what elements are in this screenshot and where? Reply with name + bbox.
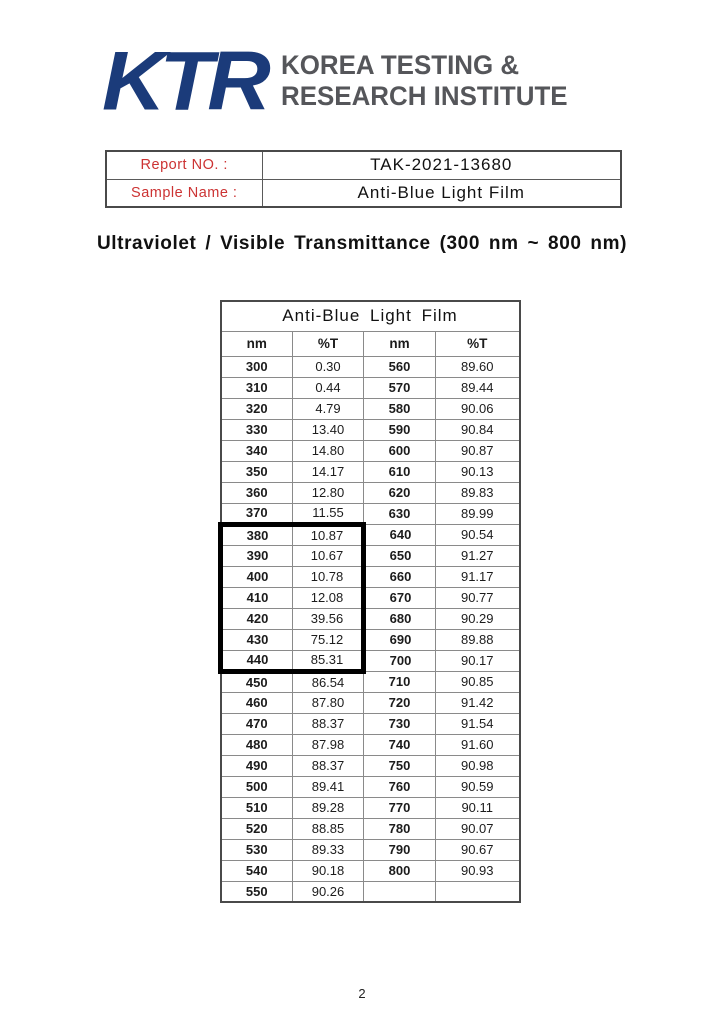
nm-cell: 480 (221, 734, 293, 755)
nm-cell: 620 (364, 482, 436, 503)
institute-name (281, 50, 568, 112)
section-title: Ultraviolet / Visible Transmittance (300 nm ~ 800 nm) (96, 233, 628, 254)
transmittance-cell: 75.12 (293, 629, 364, 650)
nm-cell: 610 (364, 461, 436, 482)
nm-cell: 790 (364, 839, 436, 860)
nm-cell: 400 (221, 566, 293, 587)
transmittance-table-body (221, 301, 520, 902)
table-row (221, 818, 520, 839)
table-row (221, 377, 520, 398)
transmittance-cell: 90.85 (436, 671, 520, 692)
nm-cell: 680 (364, 608, 436, 629)
transmittance-cell: 90.13 (436, 461, 520, 482)
nm-cell: 710 (364, 671, 436, 692)
nm-cell: 540 (221, 860, 293, 881)
transmittance-cell: 90.17 (436, 650, 520, 671)
ktr-logo (102, 33, 579, 128)
nm-cell: 590 (364, 419, 436, 440)
sample-name-label: Sample Name : (106, 179, 262, 207)
transmittance-cell: 90.06 (436, 398, 520, 419)
transmittance-cell: 91.42 (436, 692, 520, 713)
institute-name-line2: RESEARCH INSTITUTE (280, 81, 568, 111)
nm-cell: 360 (221, 482, 293, 503)
nm-cell: 770 (364, 797, 436, 818)
transmittance-cell: 90.93 (436, 860, 520, 881)
report-no-row (106, 151, 621, 179)
col-header-t-left: %T (293, 331, 364, 356)
transmittance-cell: 10.87 (293, 524, 364, 545)
transmittance-cell: 14.17 (293, 461, 364, 482)
nm-cell: 670 (364, 587, 436, 608)
transmittance-cell: 0.30 (293, 356, 364, 377)
table-row (221, 356, 520, 377)
transmittance-cell: 91.54 (436, 713, 520, 734)
transmittance-cell (436, 881, 520, 902)
transmittance-cell: 12.80 (293, 482, 364, 503)
transmittance-cell: 89.41 (293, 776, 364, 797)
transmittance-cell: 90.29 (436, 608, 520, 629)
transmittance-cell: 89.83 (436, 482, 520, 503)
sample-name-value: Anti-Blue Light Film (262, 179, 621, 207)
nm-cell: 570 (364, 377, 436, 398)
col-header-t-right: %T (436, 331, 520, 356)
transmittance-cell: 87.98 (293, 734, 364, 755)
table-caption: Anti-Blue Light Film (221, 301, 520, 331)
nm-cell: 630 (364, 503, 436, 524)
nm-cell: 800 (364, 860, 436, 881)
page-number: 2 (358, 986, 366, 1001)
transmittance-cell: 91.27 (436, 545, 520, 566)
nm-cell: 450 (221, 671, 293, 692)
table-row (221, 587, 520, 608)
table-header-row (221, 331, 520, 356)
report-no-label: Report NO. : (106, 151, 262, 179)
transmittance-cell: 0.44 (293, 377, 364, 398)
table-row (221, 881, 520, 902)
nm-cell: 370 (221, 503, 293, 524)
nm-cell: 500 (221, 776, 293, 797)
table-row (221, 776, 520, 797)
nm-cell: 310 (221, 377, 293, 398)
table-row (221, 860, 520, 881)
institute-name-line1: KOREA TESTING & (280, 50, 519, 80)
transmittance-cell: 90.87 (436, 440, 520, 461)
nm-cell: 720 (364, 692, 436, 713)
table-row (221, 503, 520, 524)
nm-cell: 440 (221, 650, 293, 671)
ktr-wordmark-logo: KTR (102, 33, 265, 128)
transmittance-cell: 10.78 (293, 566, 364, 587)
transmittance-cell: 4.79 (293, 398, 364, 419)
nm-cell: 470 (221, 713, 293, 734)
transmittance-cell: 11.55 (293, 503, 364, 524)
nm-cell: 730 (364, 713, 436, 734)
table-row (221, 566, 520, 587)
table-row (221, 671, 520, 692)
nm-cell: 460 (221, 692, 293, 713)
table-row (221, 629, 520, 650)
nm-cell: 340 (221, 440, 293, 461)
nm-cell: 560 (364, 356, 436, 377)
nm-cell: 520 (221, 818, 293, 839)
sample-name-row (106, 179, 621, 207)
table-row (221, 797, 520, 818)
transmittance-cell: 89.99 (436, 503, 520, 524)
table-row (221, 755, 520, 776)
report-info-table (105, 150, 622, 208)
transmittance-cell: 90.07 (436, 818, 520, 839)
transmittance-cell: 89.28 (293, 797, 364, 818)
table-row (221, 482, 520, 503)
transmittance-cell: 10.67 (293, 545, 364, 566)
transmittance-cell: 89.33 (293, 839, 364, 860)
transmittance-cell: 90.98 (436, 755, 520, 776)
nm-cell: 740 (364, 734, 436, 755)
nm-cell: 760 (364, 776, 436, 797)
transmittance-cell: 14.80 (293, 440, 364, 461)
transmittance-cell: 87.80 (293, 692, 364, 713)
transmittance-cell: 89.88 (436, 629, 520, 650)
transmittance-cell: 90.54 (436, 524, 520, 545)
transmittance-cell: 90.77 (436, 587, 520, 608)
col-header-nm-left: nm (221, 331, 293, 356)
transmittance-cell: 85.31 (293, 650, 364, 671)
transmittance-cell: 13.40 (293, 419, 364, 440)
table-row (221, 461, 520, 482)
nm-cell: 410 (221, 587, 293, 608)
report-no-value: TAK-2021-13680 (262, 151, 621, 179)
table-row (221, 734, 520, 755)
transmittance-cell: 89.60 (436, 356, 520, 377)
transmittance-cell: 90.67 (436, 839, 520, 860)
table-caption-row (221, 301, 520, 331)
nm-cell: 690 (364, 629, 436, 650)
transmittance-cell: 88.37 (293, 755, 364, 776)
nm-cell: 780 (364, 818, 436, 839)
table-row (221, 650, 520, 671)
transmittance-cell: 39.56 (293, 608, 364, 629)
nm-cell: 510 (221, 797, 293, 818)
table-row (221, 524, 520, 545)
nm-cell: 380 (221, 524, 293, 545)
nm-cell: 530 (221, 839, 293, 860)
col-header-nm-right: nm (364, 331, 436, 356)
nm-cell: 700 (364, 650, 436, 671)
transmittance-cell: 90.59 (436, 776, 520, 797)
nm-cell: 580 (364, 398, 436, 419)
nm-cell: 350 (221, 461, 293, 482)
transmittance-cell: 90.84 (436, 419, 520, 440)
transmittance-cell: 12.08 (293, 587, 364, 608)
nm-cell: 550 (221, 881, 293, 902)
transmittance-cell: 90.11 (436, 797, 520, 818)
transmittance-cell: 90.26 (293, 881, 364, 902)
transmittance-cell: 91.17 (436, 566, 520, 587)
transmittance-cell: 88.85 (293, 818, 364, 839)
nm-cell: 660 (364, 566, 436, 587)
table-row (221, 419, 520, 440)
table-row (221, 839, 520, 860)
table-row (221, 713, 520, 734)
transmittance-cell: 88.37 (293, 713, 364, 734)
transmittance-cell: 91.60 (436, 734, 520, 755)
table-row (221, 692, 520, 713)
nm-cell: 300 (221, 356, 293, 377)
transmittance-table (218, 300, 521, 903)
nm-cell: 650 (364, 545, 436, 566)
table-row (221, 545, 520, 566)
nm-cell: 750 (364, 755, 436, 776)
nm-cell: 490 (221, 755, 293, 776)
table-row (221, 440, 520, 461)
transmittance-cell: 90.18 (293, 860, 364, 881)
transmittance-cell: 86.54 (293, 671, 364, 692)
nm-cell: 430 (221, 629, 293, 650)
nm-cell: 390 (221, 545, 293, 566)
nm-cell (364, 881, 436, 902)
table-row (221, 398, 520, 419)
nm-cell: 330 (221, 419, 293, 440)
nm-cell: 600 (364, 440, 436, 461)
nm-cell: 320 (221, 398, 293, 419)
nm-cell: 640 (364, 524, 436, 545)
transmittance-cell: 89.44 (436, 377, 520, 398)
nm-cell: 420 (221, 608, 293, 629)
table-row (221, 608, 520, 629)
